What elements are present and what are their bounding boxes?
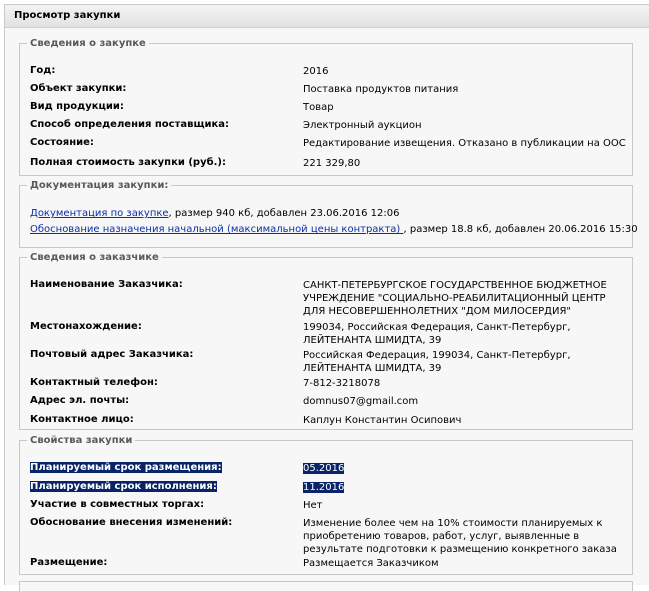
customer-label-location: Местонахождение:: [30, 321, 142, 332]
props-label-execution-date: Планируемый срок исполнения:: [30, 481, 217, 492]
docs-section: [19, 180, 638, 248]
purchase-label-total-cost: Полная стоимость закупки (руб.):: [30, 157, 226, 168]
props-value-placement-date: 05.2016: [303, 463, 345, 474]
customer-label-postal-address: Почтовый адрес Заказчика:: [30, 349, 194, 360]
doc-item: [30, 208, 399, 219]
doc-info: , размер 940 кб, добавлен 23.06.2016 12:06: [168, 208, 400, 219]
customer-value-name: САНКТ-ПЕТЕРБУРГСКОЕ ГОСУДАРСТВЕННОЕ БЮДЖЕТНОЕ УЧРЕЖДЕНИЕ "СОЦИАЛЬНО-РЕАБИЛИТАЦИОННЫЙ ЦЕНТР ДЛЯ НЕСОВЕРШЕННОЛЕТНИХ "ДОМ МИЛОСЕРДИЯ": [303, 280, 607, 317]
props-label-placement: Размещение:: [30, 557, 108, 568]
purchase-value-status: Редактирование извещения. Отказано в публикации на ООС: [303, 138, 626, 149]
purchase-label-method: Способ определения поставщика:: [30, 119, 230, 130]
customer-label-phone: Контактный телефон:: [30, 377, 158, 388]
properties-section: [19, 435, 633, 575]
purchase-value-total-cost: 221 329,80: [303, 158, 361, 169]
purchase-label-status: Состояние:: [30, 137, 94, 148]
doc-link-price-justification[interactable]: Обоснование назначения начальной (максимальной цены контракта): [30, 224, 404, 235]
customer-section: [19, 252, 633, 430]
props-label-change-justification: Обоснование внесения изменений:: [30, 517, 233, 528]
purchase-value-year: 2016: [303, 66, 329, 77]
customer-legend: Сведения о заказчике: [30, 252, 159, 263]
customer-value-contact-person: Каплун Константин Осипович: [303, 415, 462, 426]
properties-legend: Свойства закупки: [30, 435, 133, 446]
purchase-value-object: Поставка продуктов питания: [303, 84, 459, 95]
customer-label-contact-person: Контактное лицо:: [30, 414, 134, 425]
purchase-label-product-type: Вид продукции:: [30, 101, 124, 112]
purchase-info-legend: Сведения о закупке: [30, 38, 146, 49]
doc-item: [30, 224, 638, 235]
props-label-joint-bidding: Участие в совместных торгах:: [30, 499, 205, 510]
props-value-change-justification: Изменение более чем на 10% стоимости планируемых к приобретению товаров, работ, услуг, выявленные в результате подготовки к размещению конкретного заказа: [303, 518, 617, 555]
doc-link-documentation[interactable]: Документация по закупке: [30, 208, 169, 219]
docs-legend: Документация закупки:: [30, 180, 169, 191]
props-value-joint-bidding: Нет: [303, 500, 323, 511]
customer-label-email: Адрес эл. почты:: [30, 395, 130, 406]
purchase-value-method: Электронный аукцион: [303, 120, 422, 131]
purchase-value-product-type: Товар: [303, 102, 334, 113]
customer-value-phone: 7-812-3218078: [303, 378, 381, 389]
customer-label-name: Наименование Заказчика:: [30, 279, 183, 290]
customer-value-location: 199034, Российская Федерация, Санкт-Петербург, ЛЕЙТЕНАНТА ШМИДТА, 39: [303, 322, 571, 346]
props-value-execution-date: 11.2016: [303, 482, 345, 493]
customer-value-email: domnus07@gmail.com: [303, 396, 419, 407]
props-value-placement: Размещается Заказчиком: [303, 558, 439, 569]
purchase-label-object: Объект закупки:: [30, 83, 127, 94]
props-label-placement-date: Планируемый срок размещения:: [30, 462, 222, 473]
purchase-info-section: [19, 38, 633, 176]
purchase-view-window: [4, 4, 649, 585]
next-section-edge: [19, 581, 633, 591]
window-title: Просмотр закупки: [5, 5, 649, 28]
customer-value-postal-address: Российская Федерация, 199034, Санкт-Петербург, ЛЕЙТЕНАНТА ШМИДТА, 39: [303, 350, 571, 374]
doc-info: , размер 18.8 кб, добавлен 20.06.2016 15:30: [403, 224, 638, 235]
purchase-label-year: Год:: [30, 65, 56, 76]
